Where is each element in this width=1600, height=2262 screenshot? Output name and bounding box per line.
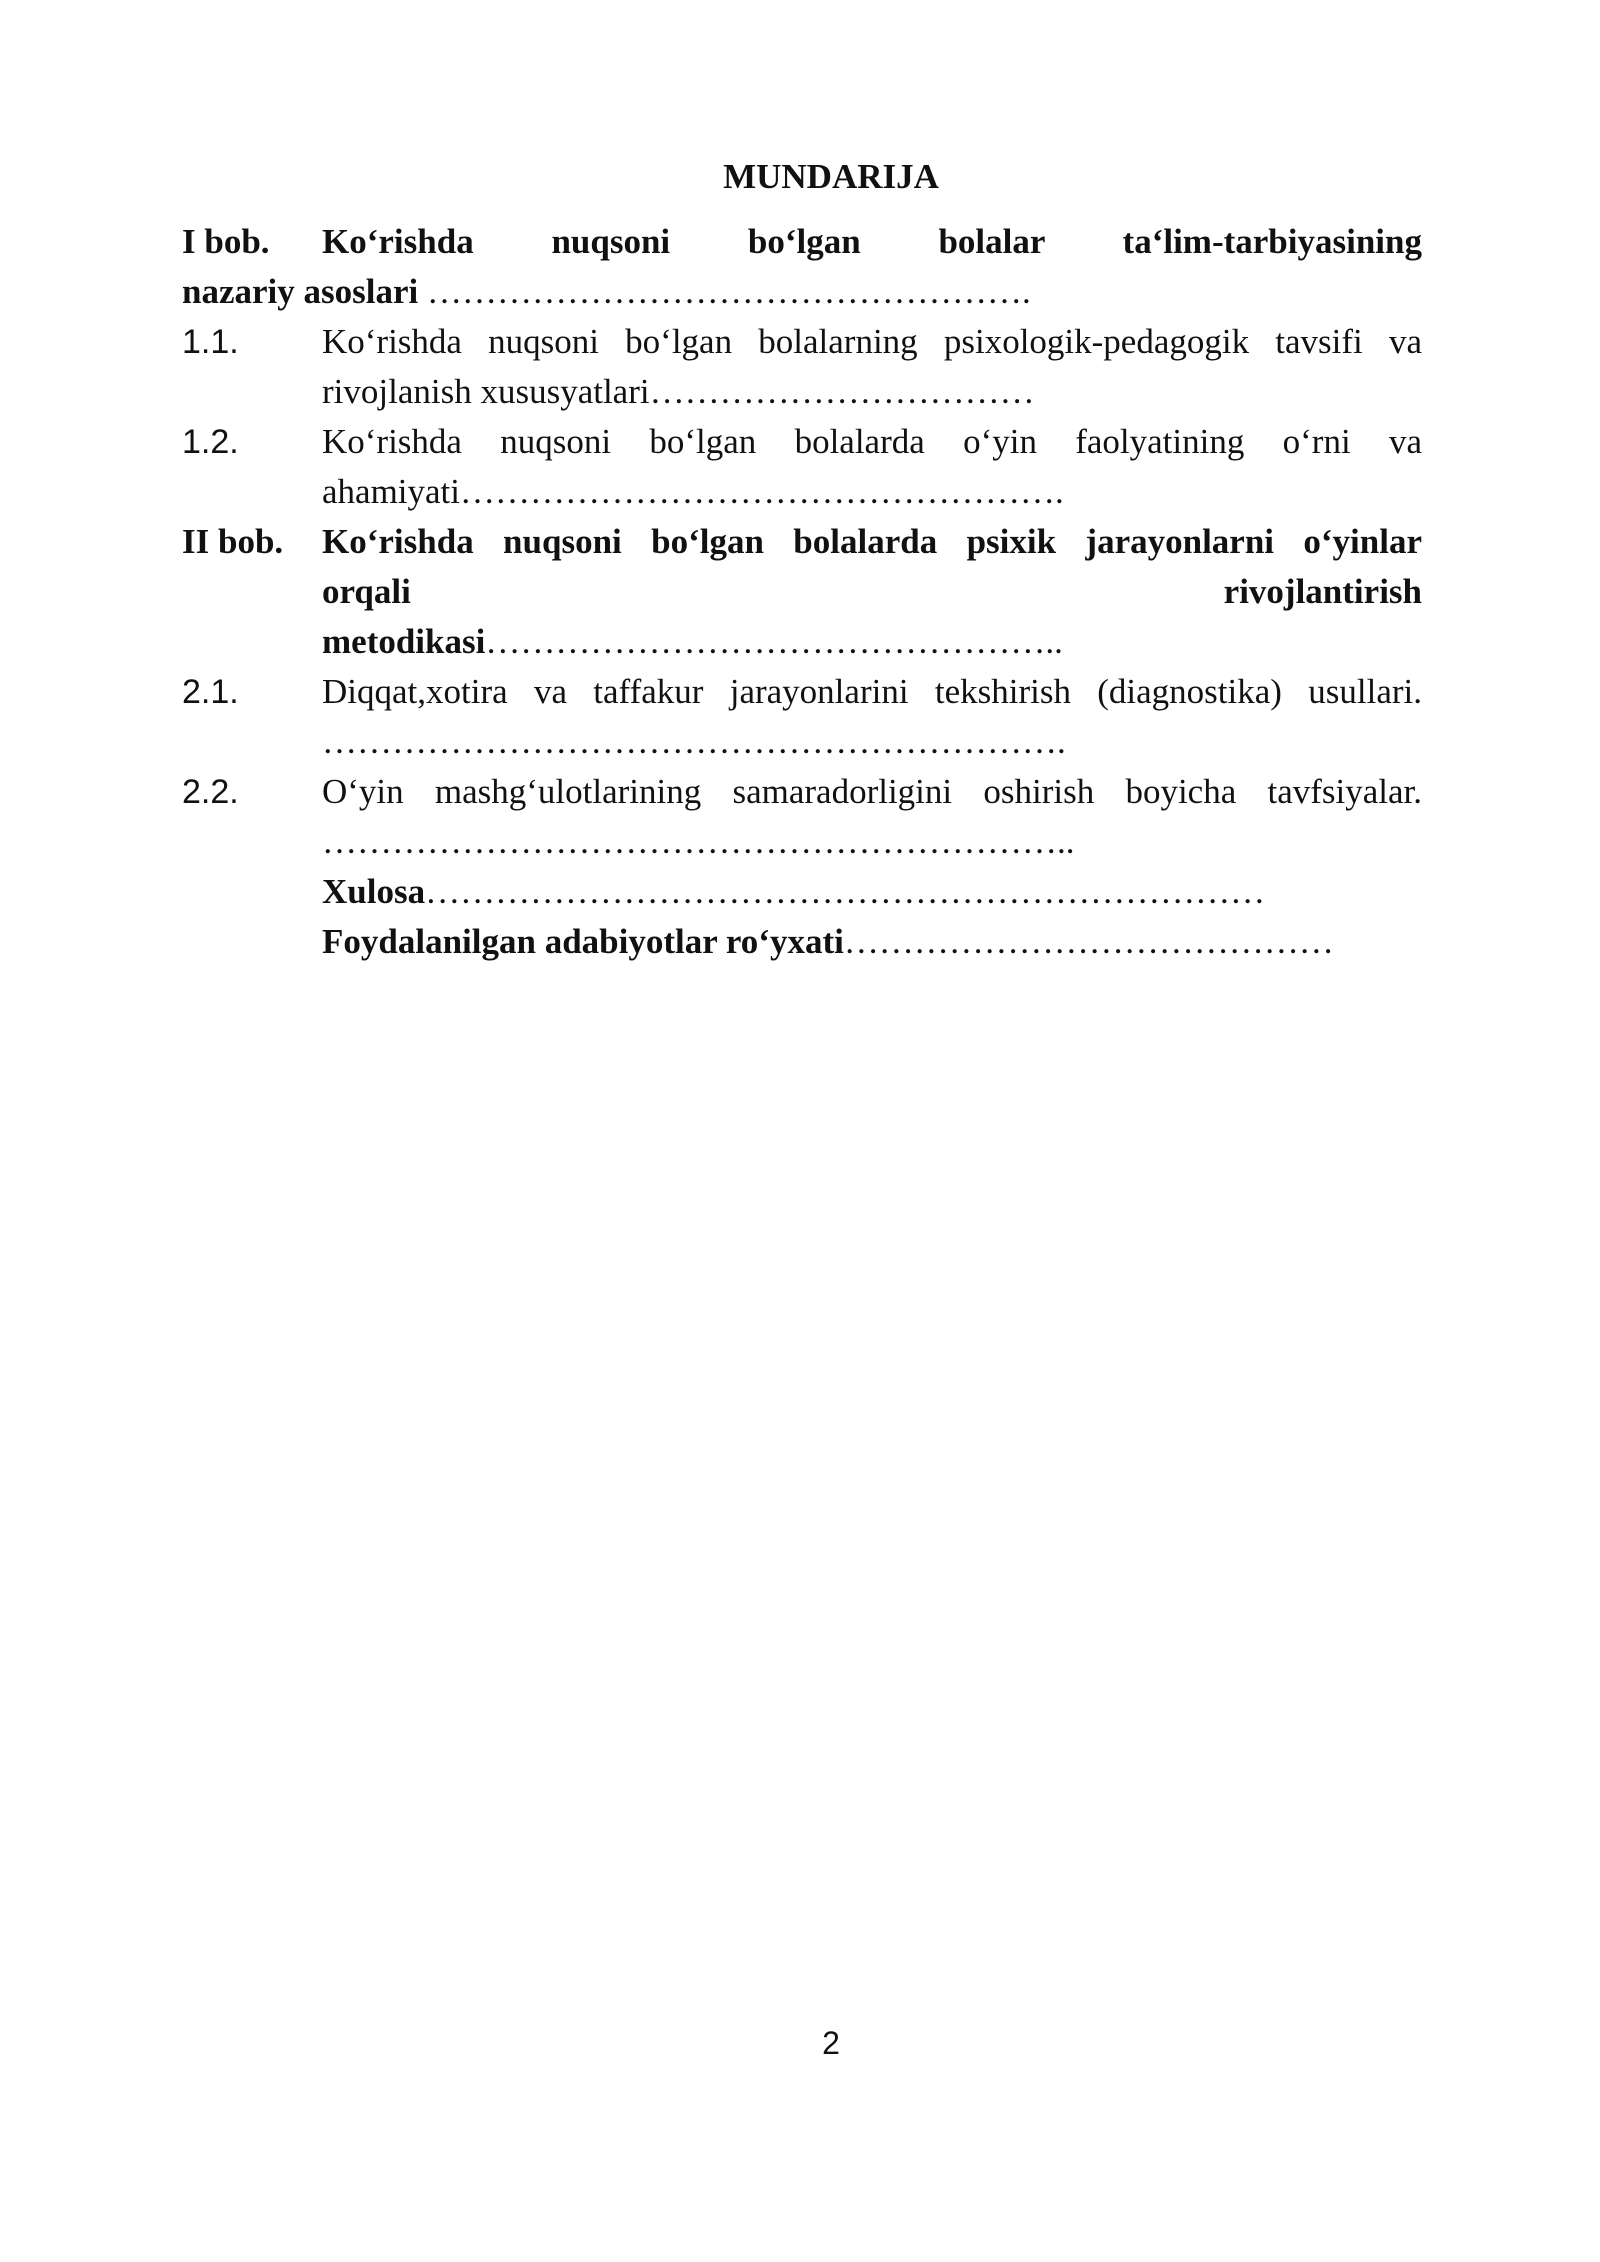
conclusion-leader-dots: ……………………………………………………………… bbox=[425, 872, 1266, 911]
toc-entry-2-2 bbox=[182, 767, 1422, 867]
references-leader-dots: …………………………………… bbox=[843, 922, 1334, 961]
references-text bbox=[322, 917, 1422, 967]
item-1-2-line-2-wrap bbox=[322, 467, 1422, 517]
item-2-2-number: 2.2. bbox=[182, 773, 239, 811]
item-2-2-line-1: O‘yin mashg‘ulotlarining samaradorligini oshirish boyicha tavfsiyalar. bbox=[322, 772, 1422, 811]
chapter-1-title-cont bbox=[182, 267, 1422, 317]
toc-entry-chapter-2 bbox=[182, 517, 1422, 667]
page-number: 2 bbox=[822, 2025, 840, 2061]
chapter-2-title bbox=[322, 517, 1422, 667]
item-2-1-text bbox=[322, 667, 1422, 767]
toc-entry-chapter-1-cont bbox=[182, 267, 1422, 317]
item-1-1-number: 1.1. bbox=[182, 323, 239, 361]
chapter-2-title-line-2b: rivojlantirish bbox=[1223, 572, 1422, 611]
item-1-2-text bbox=[322, 417, 1422, 517]
item-1-1-line-2: rivojlanish xususyatlari bbox=[322, 372, 650, 411]
item-1-1-line-1: Ko‘rishda nuqsoni bo‘lgan bolalarning psixologik-pedagogik tavsifi va bbox=[322, 322, 1422, 361]
toc-title: MUNDARIJA bbox=[723, 157, 939, 196]
chapter-2-title-line-3: metodikasi bbox=[322, 622, 486, 661]
item-1-2-leader-dots: ……………………………………………. bbox=[460, 472, 1064, 511]
conclusion-text bbox=[322, 867, 1422, 917]
chapter-1-leader-dots: ……………………………………………. bbox=[418, 272, 1031, 311]
chapter-2-title-line-2a: orqali bbox=[322, 572, 411, 611]
item-2-1-number: 2.1. bbox=[182, 673, 239, 711]
chapter-2-leader-dots: ………………………………………….. bbox=[485, 622, 1063, 661]
chapter-2-title-line-3-wrap bbox=[322, 617, 1422, 667]
toc-entry-1-2 bbox=[182, 417, 1422, 517]
chapter-1-label: I bob. bbox=[182, 222, 270, 261]
chapter-2-label: II bob. bbox=[182, 522, 284, 561]
item-1-1-line-2-wrap bbox=[322, 367, 1422, 417]
item-1-2-line-2: ahamiyati bbox=[322, 472, 461, 511]
item-2-2-leader-dots: ……………………………………………………….. bbox=[322, 822, 1075, 861]
toc-entry-1-1 bbox=[182, 317, 1422, 417]
references-label: Foydalanilgan adabiyotlar ro‘yxati bbox=[322, 922, 844, 961]
item-1-2-number: 1.2. bbox=[182, 423, 239, 461]
item-1-1-leader-dots: …………………………… bbox=[649, 372, 1035, 411]
toc-entry-conclusion bbox=[182, 867, 1422, 917]
conclusion-label: Xulosa bbox=[322, 872, 426, 911]
toc-entry-chapter-1 bbox=[182, 217, 1422, 267]
chapter-1-title-first-line-wrap bbox=[322, 217, 1422, 267]
chapter-1-title-line-2: nazariy asoslari bbox=[182, 272, 419, 311]
toc-entry-2-1 bbox=[182, 667, 1422, 767]
item-1-2-line-1: Ko‘rishda nuqsoni bo‘lgan bolalarda o‘yin faolyatining o‘rni va bbox=[322, 422, 1422, 461]
chapter-1-title-line-1: Ko‘rishda nuqsoni bo‘lgan bolalar ta‘lim-tarbiyasining bbox=[322, 222, 1422, 261]
toc-entry-references bbox=[182, 917, 1422, 967]
item-2-1-line-1: Diqqat,xotira va taffakur jarayonlarini tekshirish (diagnostika) usullari. bbox=[322, 672, 1422, 711]
chapter-2-title-line-1: Ko‘rishda nuqsoni bo‘lgan bolalarda psixik jarayonlarni o‘yinlar bbox=[322, 522, 1422, 561]
item-2-2-text bbox=[322, 767, 1422, 867]
item-1-1-text bbox=[322, 317, 1422, 417]
item-2-1-leader-dots: ………………………………………………………. bbox=[322, 722, 1066, 761]
table-of-contents bbox=[182, 217, 1422, 967]
chapter-2-title-line-2-wrap bbox=[322, 567, 1422, 617]
